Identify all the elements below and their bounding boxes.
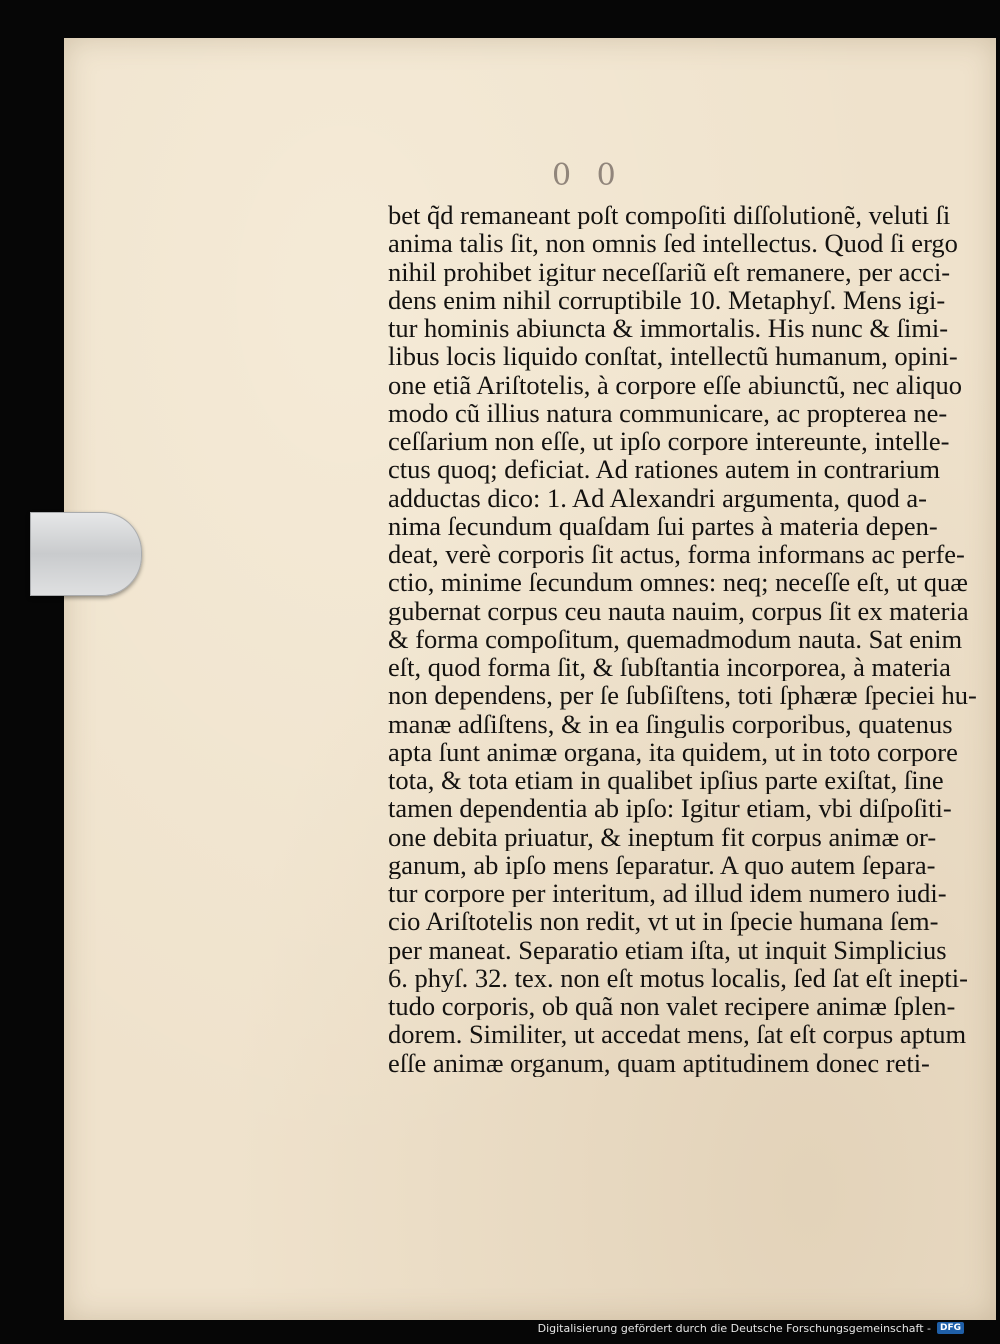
text-line: one etiã Ariſtotelis, à corpore eſſe abiunctũ, nec aliquo <box>388 370 962 399</box>
body-text <box>388 201 998 1077</box>
page-number: 0 0 <box>552 158 624 193</box>
text-line: eſſe animæ organum, quam aptitudinem donec reti- <box>388 1048 930 1077</box>
text-line: gubernat corpus ceu nauta nauim, corpus ſit ex materia <box>388 596 969 625</box>
text-line: ctio, minime ſecundum omnes: neq; neceſſe eſt, ut quæ <box>388 568 968 597</box>
text-line: apta ſunt animæ organa, ita quidem, ut in toto corpore <box>388 737 958 766</box>
text-line: nima ſecundum quaſdam ſui partes à materia depen- <box>388 511 938 540</box>
text-line: deat, verè corporis ſit actus, forma informans ac perfe- <box>388 540 965 569</box>
text-line: ctus quoq; deficiat. Ad rationes autem in contrarium <box>388 455 940 484</box>
text-line: tur hominis abiuncta & immortalis. His nunc & ſimi- <box>388 314 949 343</box>
text-line: modo cũ illius natura communicare, ac propterea ne- <box>388 398 948 427</box>
book-page <box>64 38 996 1320</box>
text-line: tur corpore per interitum, ad illud idem numero iudi- <box>388 879 947 908</box>
text-line: dorem. Similiter, ut accedat mens, ſat eſt corpus aptum <box>388 1020 967 1049</box>
text-line: manæ adſiſtens, & in ea ſingulis corporibus, quatenus <box>388 709 953 738</box>
text-line: per maneat. Separatio etiam iſta, ut inquit Simplicius <box>388 935 947 964</box>
text-line: dens enim nihil corruptibile 10. Metaphyſ. Mens igi- <box>388 285 946 314</box>
text-line: nihil prohibet igitur neceſſariũ eſt remanere, per acci- <box>388 257 951 286</box>
page-clip-icon <box>30 512 142 596</box>
text-line: eſt, quod forma ſit, & ſubſtantia incorporea, à materia <box>388 653 951 682</box>
text-line: ganum, ab ipſo mens ſeparatur. A quo autem ſepara- <box>388 850 936 879</box>
text-line: bet q̃d remaneant poſt compoſiti diſſolutionẽ, veluti ſi <box>388 201 951 230</box>
text-line: ceſſarium non eſſe, ut ipſo corpore intereunte, intelle- <box>388 427 950 456</box>
footer-text: Digitalisierung gefördert durch die Deutsche Forschungsgemeinschaft - <box>537 1321 931 1335</box>
text-line: 6. phyſ. 32. tex. non eſt motus localis, ſed ſat eſt inepti- <box>388 963 968 992</box>
footer-credit <box>538 1318 964 1338</box>
text-line: one debita priuatur, & ineptum fit corpus animæ or- <box>388 822 937 851</box>
dfg-logo-icon: DFG <box>937 1322 964 1334</box>
text-line: cio Ariſtotelis non redit, vt ut in ſpecie humana ſem- <box>388 907 939 936</box>
text-line: tamen dependentia ab ipſo: Igitur etiam, vbi diſpoſiti- <box>388 794 952 823</box>
text-line: non dependens, per ſe ſubſiſtens, toti ſphæræ ſpeciei hu- <box>388 681 977 710</box>
text-line: anima talis ſit, non omnis ſed intellectus. Quod ſi ergo <box>388 229 958 258</box>
text-line: adductas dico: 1. Ad Alexandri argumenta, quod a- <box>388 483 927 512</box>
text-line: tudo corporis, ob quã non valet recipere animæ ſplen- <box>388 992 956 1021</box>
text-line: tota, & tota etiam in qualibet ipſius parte exiſtat, ſine <box>388 766 944 795</box>
text-line: & forma compoſitum, quemadmodum nauta. Sat enim <box>388 624 963 653</box>
text-line: libus locis liquido conſtat, intellectũ humanum, opini- <box>388 342 958 371</box>
